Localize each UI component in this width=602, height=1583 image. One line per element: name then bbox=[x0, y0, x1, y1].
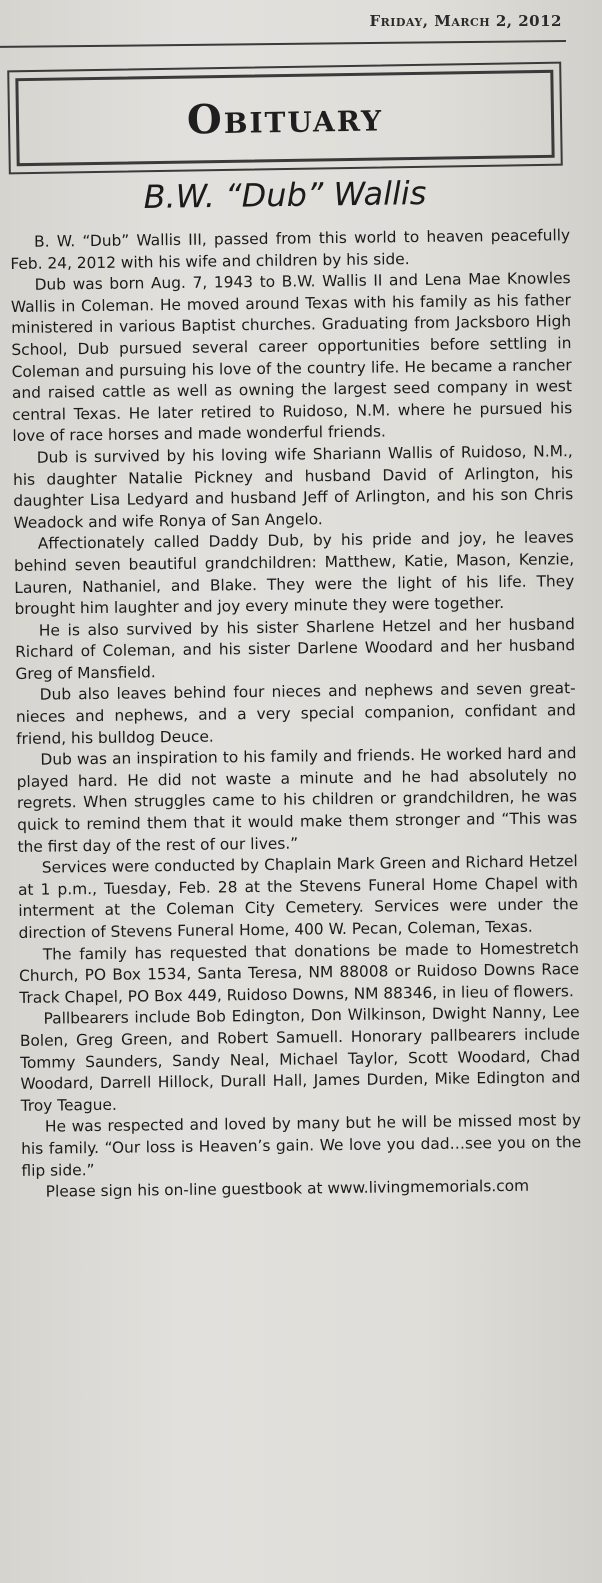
section-banner-frame bbox=[15, 70, 554, 166]
paragraph-donations: The family has requested that donations be made to Homestretch Church, PO Box 1534, Santa Teresa, NM 88008 or Ruidoso Downs Race Track Chapel, PO Box 449, Ruidoso Downs, NM 88346, in lieu of flowers. bbox=[18, 938, 580, 1007]
paragraph-biography: Dub was born Aug. 7, 1943 to B.W. Wallis II and Lena Mae Knowles Wallis in Coleman. He moved around Texas with his family as his father ministered in various Baptist churches. Graduating from Jacksboro High School, Dub pursued several career opportunities before settling in Coleman and pursuing his love of the country life. He became a rancher and raised cattle as well as owning the largest seed company in west central Texas. He later retired to Ruidoso, N.M. where he pursued his love of race horses and made wonderful friends. bbox=[10, 269, 573, 446]
paragraph-extended-family: Dub also leaves behind four nieces and nephews and seven great-nieces and nephews, and a very special companion, confidant and friend, his bulldog Deuce. bbox=[15, 679, 576, 748]
dateline: Friday, March 2, 2012 bbox=[369, 12, 562, 30]
paragraph-services: Services were conducted by Chaplain Mark Green and Richard Hetzel at 1 p.m., Tuesday, Feb. 28 at the Stevens Funeral Home Chapel with interment at the Coleman City Cemetery. Services were under the direction of Stevens Funeral Home, 400 W. Pecan, Coleman, Texas. bbox=[17, 852, 579, 942]
top-rule bbox=[0, 40, 566, 48]
paragraph-guestbook: Please sign his on-line guestbook at www.livingmemorials.com bbox=[45, 1176, 530, 1201]
section-title: Obituary bbox=[186, 92, 384, 144]
obituary-body bbox=[10, 225, 582, 1203]
paragraph-death: B. W. “Dub” Wallis III, passed from this world to heaven peacefully Feb. 24, 2012 with his wife and children by his side. bbox=[10, 226, 571, 273]
paragraph-survivors: Dub is survived by his loving wife Shariann Wallis of Ruidoso, N.M., his daughter Natalie Pickney and husband David of Arlington, his daughter Lisa Ledyard and husband Jeff of Arlington, and his son Chris Weadock and wife Ronya of San Angelo. bbox=[12, 442, 574, 532]
paragraph-grandchildren: Affectionately called Daddy Dub, by his pride and joy, he leaves behind seven beautiful grandchildren: Matthew, Katie, Mason, Kenzie, Lauren, Nathaniel, and Blake. They were the light of his life. They brought him laughter and joy every minute they were together. bbox=[13, 528, 575, 619]
obituary-name: B.W. “Dub” Wallis bbox=[143, 174, 427, 216]
paragraph-closing: He was respected and loved by many but he will be missed most by his family. “Our loss is Heaven’s gain. We love you dad…see you on the flip side.” bbox=[21, 1111, 582, 1180]
paragraph-inspiration: Dub was an inspiration to his family and friends. He worked hard and played hard. He did not waste a minute and he had absolutely no regrets. When struggles came to his children or grandchildren, he was quick to remind them that it would make them stronger and “This was the first day of the rest of our lives.” bbox=[16, 744, 578, 856]
paragraph-pallbearers: Pallbearers include Bob Edington, Don Wilkinson, Dwight Nanny, Lee Bolen, Greg Green, and Robert Samuell. Honorary pallbearers include Tommy Saunders, Sandy Neal, Michael Taylor, Scott Woodard, Chad Woodard, Darrell Hillock, Durall Hall, James Durden, Mike Edington and Troy Teague. bbox=[19, 1003, 581, 1115]
section-banner bbox=[7, 62, 563, 175]
paragraph-siblings: He is also survived by his sister Sharlene Hetzel and her husband Richard of Coleman, and his sister Darlene Woodard and her husband Greg of Mansfield. bbox=[15, 614, 576, 683]
